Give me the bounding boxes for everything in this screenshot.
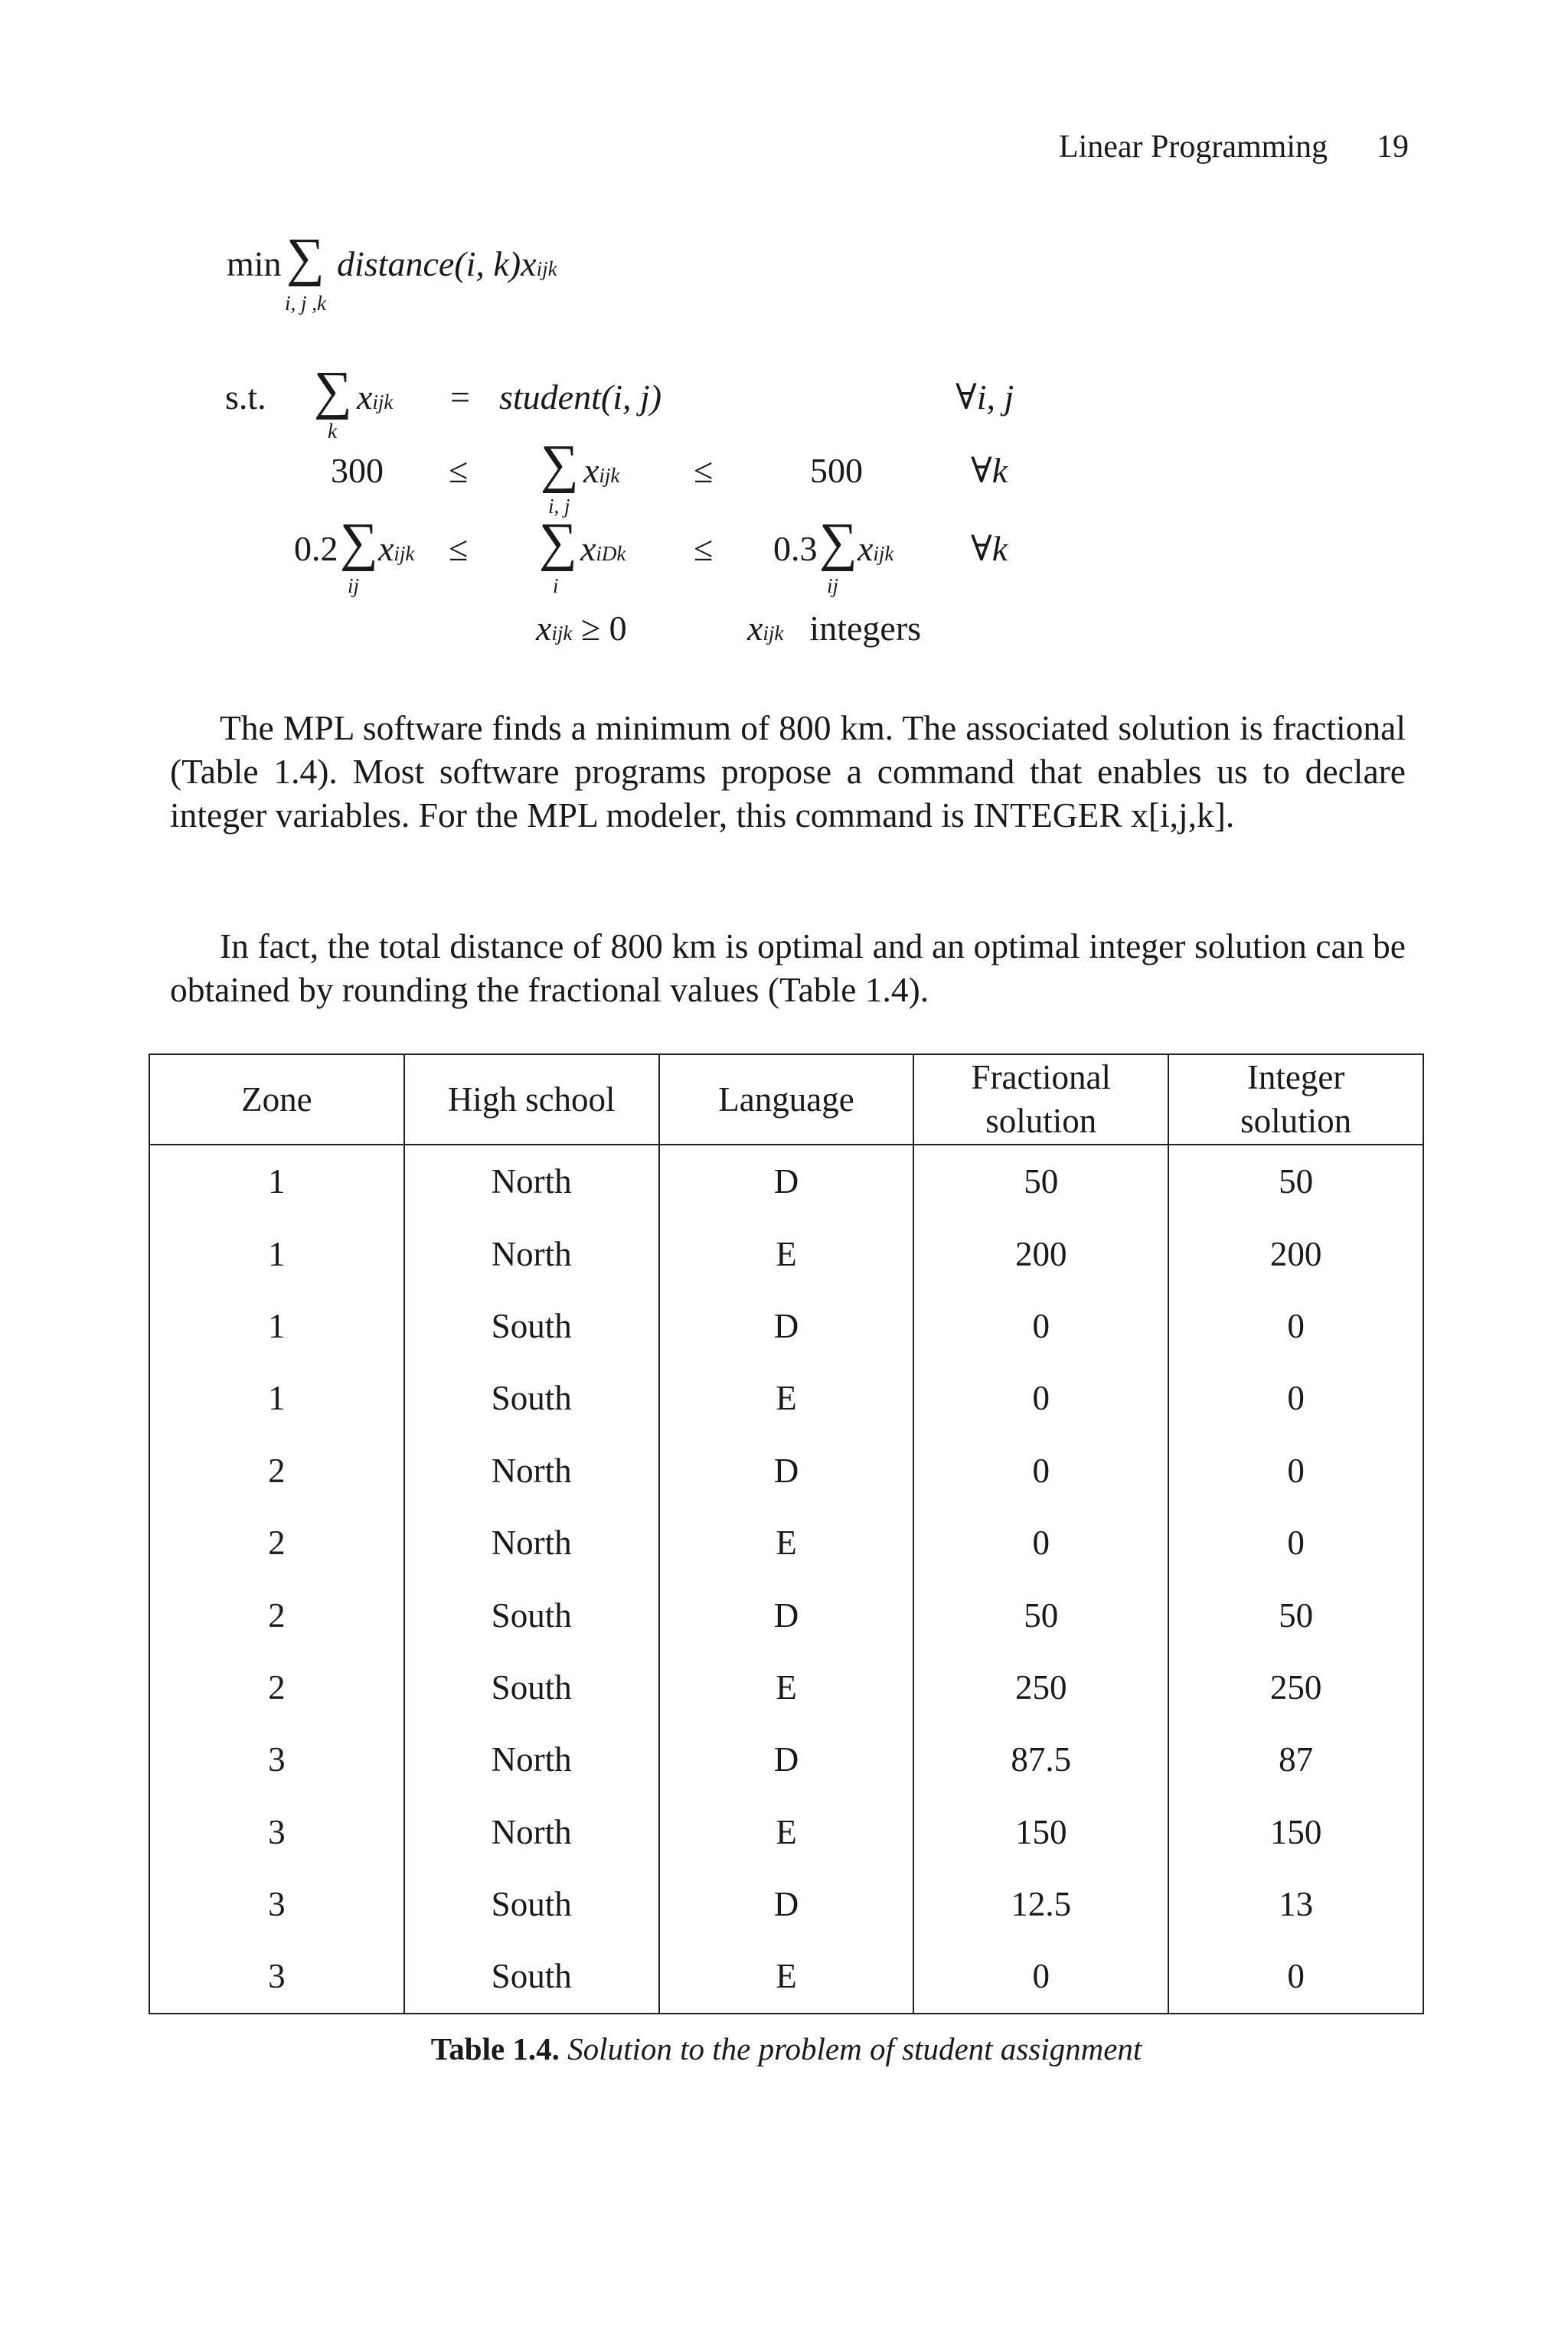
cell-high-school: South (404, 1868, 659, 1940)
cell-high-school: North (404, 1507, 659, 1579)
cell-high-school: North (404, 1796, 659, 1868)
cell-fractional: 87.5 (913, 1723, 1168, 1795)
running-header-title: Linear Programming (1058, 129, 1328, 165)
table-row (149, 1868, 1423, 1940)
cell-zone: 1 (149, 1362, 404, 1434)
table-header-row (149, 1054, 1423, 1145)
c2-sigma: ∑ (541, 435, 579, 494)
c3-op1: ≤ (449, 529, 469, 568)
c3-op2: ≤ (694, 529, 714, 568)
header-integer-solution: Integer solution (1168, 1054, 1423, 1145)
table-row (149, 1651, 1423, 1723)
c3-mid-sum-index: i (553, 574, 559, 597)
c1-sigma: ∑ (314, 361, 352, 420)
cell-fractional: 0 (913, 1940, 1168, 2013)
cell-fractional: 150 (913, 1796, 1168, 1868)
cell-integer: 0 (1168, 1940, 1423, 2013)
table-row (149, 1940, 1423, 2013)
table-row (149, 1507, 1423, 1579)
cell-language: D (659, 1723, 914, 1795)
c1-sum-index: k (328, 420, 337, 443)
c3-lhs-sum-index: ij (348, 574, 360, 597)
c2-var: xijk (583, 451, 620, 490)
cell-fractional: 0 (913, 1435, 1168, 1507)
cell-zone: 2 (149, 1435, 404, 1507)
table-row (149, 1290, 1423, 1362)
cell-high-school: North (404, 1723, 659, 1795)
cell-integer: 0 (1168, 1435, 1423, 1507)
cell-integer: 50 (1168, 1145, 1423, 1217)
header-language: Language (659, 1054, 914, 1145)
cell-fractional: 0 (913, 1290, 1168, 1362)
cell-language: E (659, 1362, 914, 1434)
running-header (1059, 129, 1409, 165)
cell-fractional: 200 (913, 1217, 1168, 1289)
table-row (149, 1217, 1423, 1289)
cell-integer: 13 (1168, 1868, 1423, 1940)
cell-language: E (659, 1651, 914, 1723)
c4-integers: xijk integers (747, 609, 922, 648)
c1-var: xijk (357, 377, 394, 416)
cell-language: D (659, 1435, 914, 1507)
c3-forall: ∀k (971, 529, 1008, 568)
c2-lower: 300 (331, 451, 384, 490)
cell-zone: 1 (149, 1145, 404, 1217)
objective-sum-index: i, j ,k (285, 292, 326, 315)
caption-label: Table 1.4. (430, 2031, 560, 2066)
objective-function: distance(i, k)xijk (337, 244, 557, 283)
cell-language: D (659, 1145, 914, 1217)
table-row (149, 1435, 1423, 1507)
cell-fractional: 50 (913, 1579, 1168, 1651)
header-fractional-solution: Fractional solution (913, 1054, 1168, 1145)
paragraph-2: In fact, the total distance of 800 km is optimal and an optimal integer solution can be obtained by rounding the fractional values (Table 1.4). (170, 926, 1406, 1009)
caption-text: Solution to the problem of student assignment (567, 2031, 1142, 2066)
cell-integer: 150 (1168, 1796, 1423, 1868)
c1-op: = (450, 377, 470, 416)
cell-integer: 0 (1168, 1507, 1423, 1579)
cell-fractional: 0 (913, 1507, 1168, 1579)
cell-zone: 2 (149, 1651, 404, 1723)
cell-high-school: South (404, 1579, 659, 1651)
cell-zone: 3 (149, 1868, 404, 1940)
c3-lhs-var: xijk (378, 529, 415, 568)
c3-mid-var: xiDk (580, 529, 626, 568)
cell-integer: 0 (1168, 1290, 1423, 1362)
cell-fractional: 12.5 (913, 1868, 1168, 1940)
cell-integer: 87 (1168, 1723, 1423, 1795)
cell-language: E (659, 1507, 914, 1579)
table-row (149, 1723, 1423, 1795)
cell-language: E (659, 1796, 914, 1868)
st-label: s.t. (225, 377, 266, 416)
c2-forall: ∀k (971, 451, 1008, 490)
cell-high-school: North (404, 1145, 659, 1217)
cell-zone: 3 (149, 1796, 404, 1868)
cell-zone: 2 (149, 1579, 404, 1651)
header-zone: Zone (149, 1054, 404, 1145)
c3-mid-sigma: ∑ (539, 513, 577, 572)
cell-integer: 0 (1168, 1362, 1423, 1434)
c3-rhs-coef: 0.3 (773, 529, 818, 568)
cell-language: D (659, 1579, 914, 1651)
c3-lhs-sigma: ∑ (340, 513, 378, 572)
table-row (149, 1145, 1423, 1217)
cell-language: E (659, 1217, 914, 1289)
c2-op1: ≤ (449, 451, 469, 490)
c2-upper: 500 (810, 451, 863, 490)
c1-rhs: student(i, j) (499, 377, 662, 416)
c2-op2: ≤ (694, 451, 714, 490)
cell-fractional: 250 (913, 1651, 1168, 1723)
cell-zone: 1 (149, 1290, 404, 1362)
table-caption (149, 2030, 1424, 2067)
cell-high-school: South (404, 1362, 659, 1434)
c3-lhs-coef: 0.2 (294, 529, 338, 568)
c4-nonneg: xijk ≥ 0 (536, 609, 627, 648)
cell-integer: 50 (1168, 1579, 1423, 1651)
cell-high-school: South (404, 1940, 659, 2013)
cell-fractional: 50 (913, 1145, 1168, 1217)
solution-table (149, 1054, 1424, 2014)
cell-zone: 2 (149, 1507, 404, 1579)
cell-integer: 250 (1168, 1651, 1423, 1723)
c3-rhs-var: xijk (858, 529, 894, 568)
cell-language: D (659, 1290, 914, 1362)
cell-high-school: South (404, 1651, 659, 1723)
table-row (149, 1579, 1423, 1651)
c3-rhs-sigma: ∑ (819, 513, 858, 572)
page-number: 19 (1377, 129, 1409, 165)
cell-zone: 3 (149, 1940, 404, 2013)
table-row (149, 1362, 1423, 1434)
cell-language: E (659, 1940, 914, 2013)
cell-zone: 3 (149, 1723, 404, 1795)
cell-fractional: 0 (913, 1362, 1168, 1434)
objective-sigma: ∑ (286, 228, 325, 287)
paragraph-1: The MPL software finds a minimum of 800 km. The associated solution is fractional (Table 1.4). Most software programs propose a command that enables us to declare integer variables. For the MPL modeler, this command is INTEGER x[i,j,k]. (170, 708, 1406, 835)
objective-min: min (227, 244, 282, 283)
table-row (149, 1796, 1423, 1868)
c1-forall: ∀i, j (956, 377, 1014, 416)
table-body (149, 1145, 1423, 2014)
cell-zone: 1 (149, 1217, 404, 1289)
c3-rhs-sum-index: ij (827, 574, 839, 597)
header-high-school: High school (404, 1054, 659, 1145)
cell-integer: 200 (1168, 1217, 1423, 1289)
cell-high-school: North (404, 1435, 659, 1507)
cell-high-school: South (404, 1290, 659, 1362)
cell-high-school: North (404, 1217, 659, 1289)
c2-sum-index: i, j (548, 495, 570, 518)
cell-language: D (659, 1868, 914, 1940)
